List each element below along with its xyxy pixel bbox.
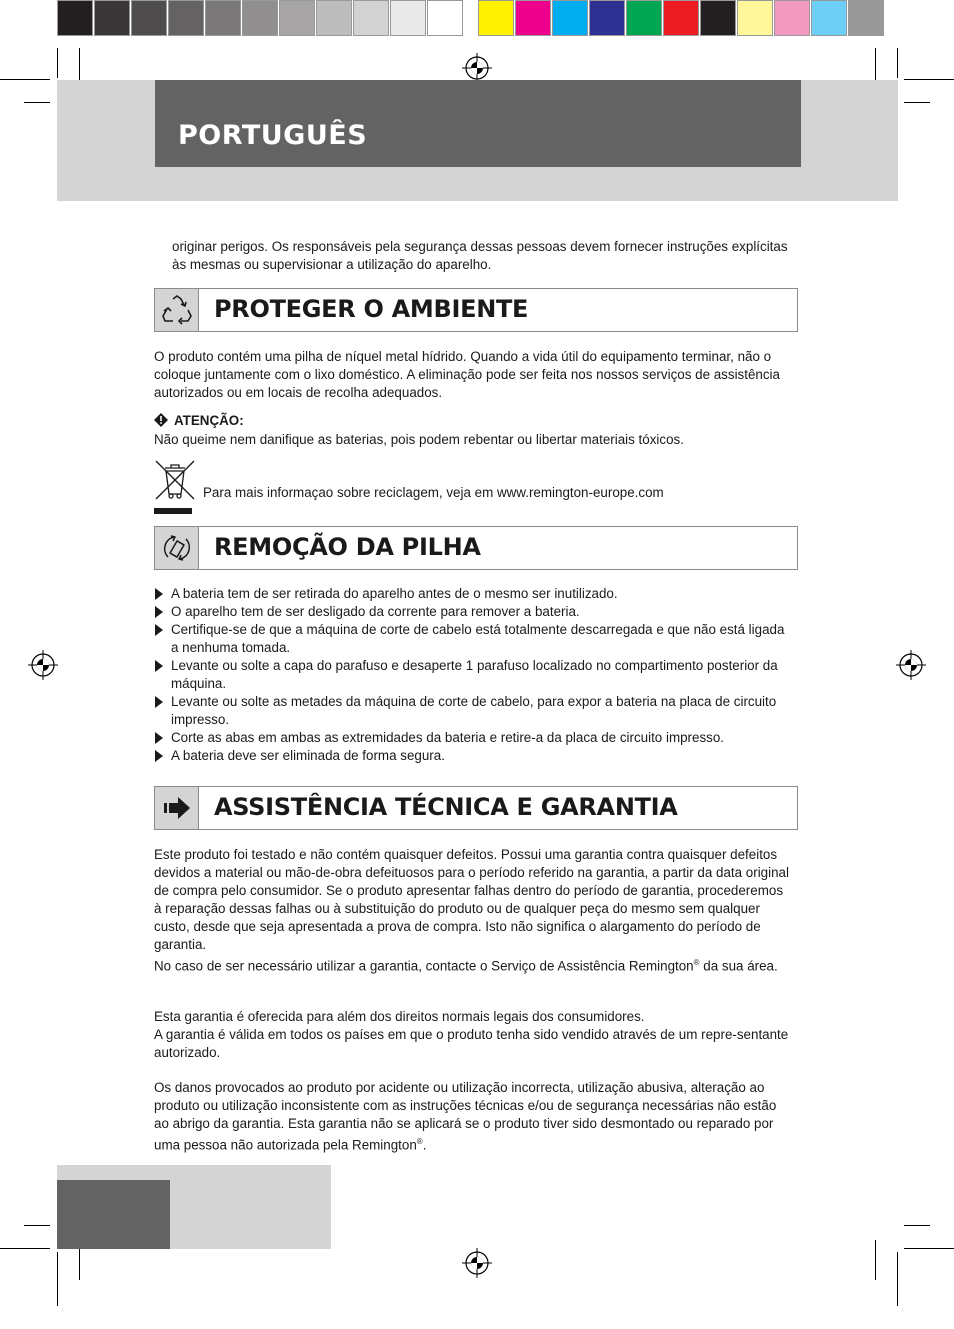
warranty-rights-paragraph: Esta garantia é oferecida para além dos direitos normais legais dos consumidores. (154, 1009, 645, 1024)
registration-mark-icon (28, 650, 58, 680)
color-swatch (811, 0, 847, 36)
crop-mark (57, 1252, 58, 1306)
list-item: O aparelho tem de ser desligado da corrente para remover a bateria. (154, 603, 804, 621)
color-swatch (57, 0, 93, 36)
color-calibration-bar (57, 0, 885, 38)
battery-removal-icon (155, 527, 199, 569)
section-header-warranty (154, 786, 798, 830)
crop-mark (0, 1248, 50, 1249)
color-swatch (131, 0, 167, 36)
warranty-exclusions-paragraph: Os danos provocados ao produto por acidente ou utilização incorrecta, utilização abusiva, alteração ao produto ou utilização inconsistente com as instruções técnicas e/ou de segurança necessárias não estão ao abrigo da garantia. Esta garantia não se aplicará se o produto tiver sido desmontado ou reparado por uma pessoa não autorizada pela Remington®. (154, 1080, 777, 1153)
warning-icon (154, 413, 168, 427)
bullet-arrow-icon (155, 696, 163, 708)
crossed-bin-icon (154, 458, 196, 516)
registration-mark-icon (462, 53, 492, 83)
registered-mark: ® (693, 958, 700, 967)
color-swatch (390, 0, 426, 36)
bullet-arrow-icon (155, 606, 163, 618)
list-item: A bateria tem de ser retirada do aparelho antes de o mesmo ser inutilizado. (154, 585, 804, 603)
crop-mark (904, 1248, 954, 1249)
list-item: Levante ou solte a capa do parafuso e desaperte 1 parafuso localizado no compartimento posterior da máquina. (154, 657, 807, 693)
environment-paragraph: O produto contém uma pilha de níquel metal hídrido. Quando a vida útil do equipamento terminar, não o coloque juntamente com o lixo doméstico. A eliminação pode ser feita nos nossos serviços de assistência autorizados ou em locais de recolha adequados. (154, 349, 780, 400)
color-swatch (242, 0, 278, 36)
color-swatch (848, 0, 884, 36)
warranty-validity-paragraph: A garantia é válida em todos os países em que o produto tenha sido vendido através de um repre-sentante autorizado. (154, 1027, 789, 1060)
list-item: A bateria deve ser eliminada de forma segura. (154, 747, 804, 765)
bullet-arrow-icon (155, 750, 163, 762)
color-swatch (737, 0, 773, 36)
crop-mark (904, 79, 954, 80)
list-item: Levante ou solte as metades da máquina de corte de cabelo, para expor a bateria na placa de circuito impresso. (154, 693, 821, 729)
color-swatch (353, 0, 389, 36)
color-swatch (626, 0, 662, 36)
warranty-contact-paragraph: No caso de ser necessário utilizar a garantia, contacte o Serviço de Assistência Remington® da sua área. (154, 958, 778, 974)
warning-label: ATENÇÃO: (174, 413, 244, 428)
recycling-info-text: Para mais informaçao sobre reciclagem, veja em www.remington-europe.com (203, 485, 664, 500)
registration-mark-icon (896, 650, 926, 680)
color-swatch (589, 0, 625, 36)
section-header-battery (154, 526, 798, 570)
color-swatch (316, 0, 352, 36)
crop-mark (897, 1252, 898, 1306)
color-swatch (700, 0, 736, 36)
color-swatch (94, 0, 130, 36)
intro-line: às mesmas ou supervisionar a utilização do aparelho. (172, 257, 492, 272)
crop-mark (904, 102, 930, 103)
swatch-gap (464, 0, 478, 38)
crop-mark (904, 1225, 930, 1226)
warranty-paragraph: Este produto foi testado e não contém quaisquer defeitos. Possui uma garantia contra quaisquer defeitos devidos a material ou mão-de-obra defeituosos para o período referido na garantia, a partir da data original de compra pelo consumidor. Se o produto apresentar falhas dentro do período de garantia, procederemos à reparação dessas falhas ou à substituição do produto ou de qualquer peça do mesmo sem qualquer custo, desde que seja apresentada a prova de compra. Isto não significa o alargamento do período de garantia. (154, 847, 789, 952)
color-swatch (515, 0, 551, 36)
battery-steps-list (154, 585, 804, 765)
color-swatch (552, 0, 588, 36)
intro-line: originar perigos. Os responsáveis pela segurança dessas pessoas devem fornecer instruções explícitas (172, 239, 788, 254)
arrow-right-icon (155, 787, 199, 829)
color-swatch (478, 0, 514, 36)
registered-mark: ® (416, 1137, 423, 1146)
crop-mark (875, 1240, 876, 1280)
section-header-environment (154, 288, 798, 332)
bullet-arrow-icon (155, 588, 163, 600)
color-swatch (279, 0, 315, 36)
crop-mark (897, 48, 898, 78)
warning-label-row (154, 412, 244, 430)
color-swatch (168, 0, 204, 36)
bullet-arrow-icon (155, 624, 163, 636)
crop-mark (0, 79, 50, 80)
color-swatch (774, 0, 810, 36)
bullet-arrow-icon (155, 660, 163, 672)
crop-mark (24, 1225, 50, 1226)
list-item: Corte as abas em ambas as extremidades da bateria e retire-a da placa de circuito impresso. (154, 729, 804, 747)
crop-mark (57, 48, 58, 78)
registration-mark-icon (462, 1248, 492, 1278)
color-swatch (205, 0, 241, 36)
crop-mark (24, 102, 50, 103)
section-title: REMOÇÃO DA PILHA (214, 533, 481, 561)
section-title: ASSISTÊNCIA TÉCNICA E GARANTIA (214, 793, 678, 821)
color-swatch (663, 0, 699, 36)
list-item: Certifique-se de que a máquina de corte de cabelo está totalmente descarregada e que não está ligada a nenhuma tomada. (154, 621, 791, 657)
warning-text: Não queime nem danifique as baterias, pois podem rebentar ou libertar materiais tóxicos. (154, 432, 684, 447)
bullet-arrow-icon (155, 732, 163, 744)
footer-page-tab (57, 1180, 170, 1249)
section-title: PROTEGER O AMBIENTE (214, 295, 529, 323)
recycle-icon (155, 289, 199, 331)
page-title: PORTUGUÊS (178, 120, 368, 151)
color-swatch (427, 0, 463, 36)
